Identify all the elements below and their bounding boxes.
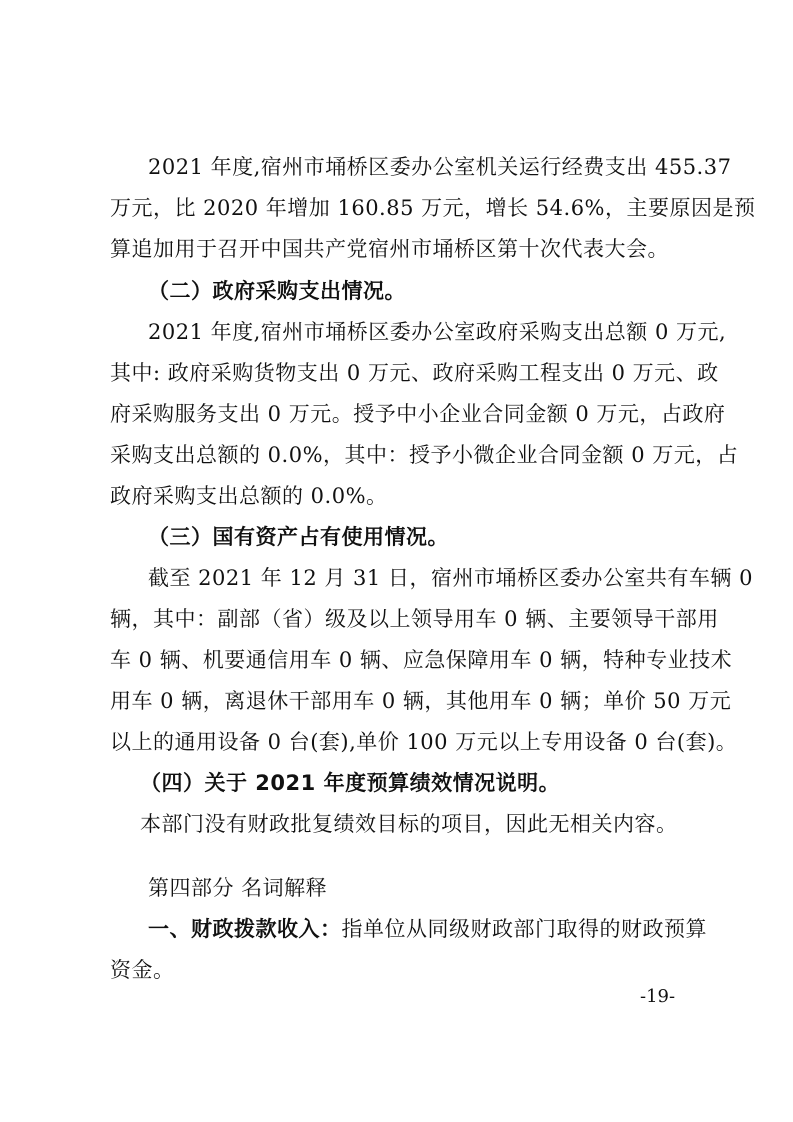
heading-assets: （三）国有资产占有使用情况。 — [148, 525, 449, 549]
expenses-line-3: 算追加用于召开中国共产党宿州市埇桥区第十次代表大会。 — [110, 237, 669, 261]
assets-line-4: 用车 0 辆，离退休干部用车 0 辆，其他用车 0 辆；单价 50 万元 — [110, 689, 732, 713]
procurement-line-3: 府采购服务支出 0 万元。授予中小企业合同金额 0 万元，占政府 — [110, 402, 726, 426]
procurement-line-4: 采购支出总额的 0.0%，其中：授予小微企业合同金额 0 万元，占 — [110, 443, 739, 467]
performance-text: 本部门没有财政批复绩效目标的项目，因此无相关内容。 — [140, 812, 678, 836]
part-four-title: 第四部分 名词解释 — [148, 876, 328, 900]
term-1-line-1 — [148, 914, 707, 944]
assets-line-1: 截至 2021 年 12 月 31 日，宿州市埇桥区委办公室共有车辆 0 — [148, 566, 753, 590]
assets-line-5: 以上的通用设备 0 台(套),单价 100 万元以上专用设备 0 台(套)。 — [110, 730, 738, 754]
heading-procurement: （二）政府采购支出情况。 — [148, 279, 406, 303]
procurement-line-2: 其中: 政府采购货物支出 0 万元、政府采购工程支出 0 万元、政 — [110, 361, 719, 385]
term-1-label: 一、财政拨款收入： — [148, 917, 342, 941]
assets-line-3: 车 0 辆、机要通信用车 0 辆、应急保障用车 0 辆，特种专业技术 — [110, 648, 733, 672]
heading-performance: （四）关于 2021 年度预算绩效情况说明。 — [140, 771, 561, 795]
term-1-text: 指单位从同级财政部门取得的财政预算 — [341, 917, 707, 941]
page-number: -19- — [640, 986, 676, 1007]
procurement-line-1: 2021 年度,宿州市埇桥区委办公室政府采购支出总额 0 万元, — [148, 320, 727, 344]
assets-line-2: 辆，其中：副部（省）级及以上领导用车 0 辆、主要领导干部用 — [110, 607, 719, 631]
expenses-line-1: 2021 年度,宿州市埇桥区委办公室机关运行经费支出 455.37 — [148, 155, 732, 179]
procurement-line-5: 政府采购支出总额的 0.0%。 — [110, 484, 388, 508]
term-1-line-2: 资金。 — [110, 958, 175, 982]
expenses-line-2: 万元，比 2020 年增加 160.85 万元，增长 54.6%，主要原因是预 — [110, 196, 756, 220]
